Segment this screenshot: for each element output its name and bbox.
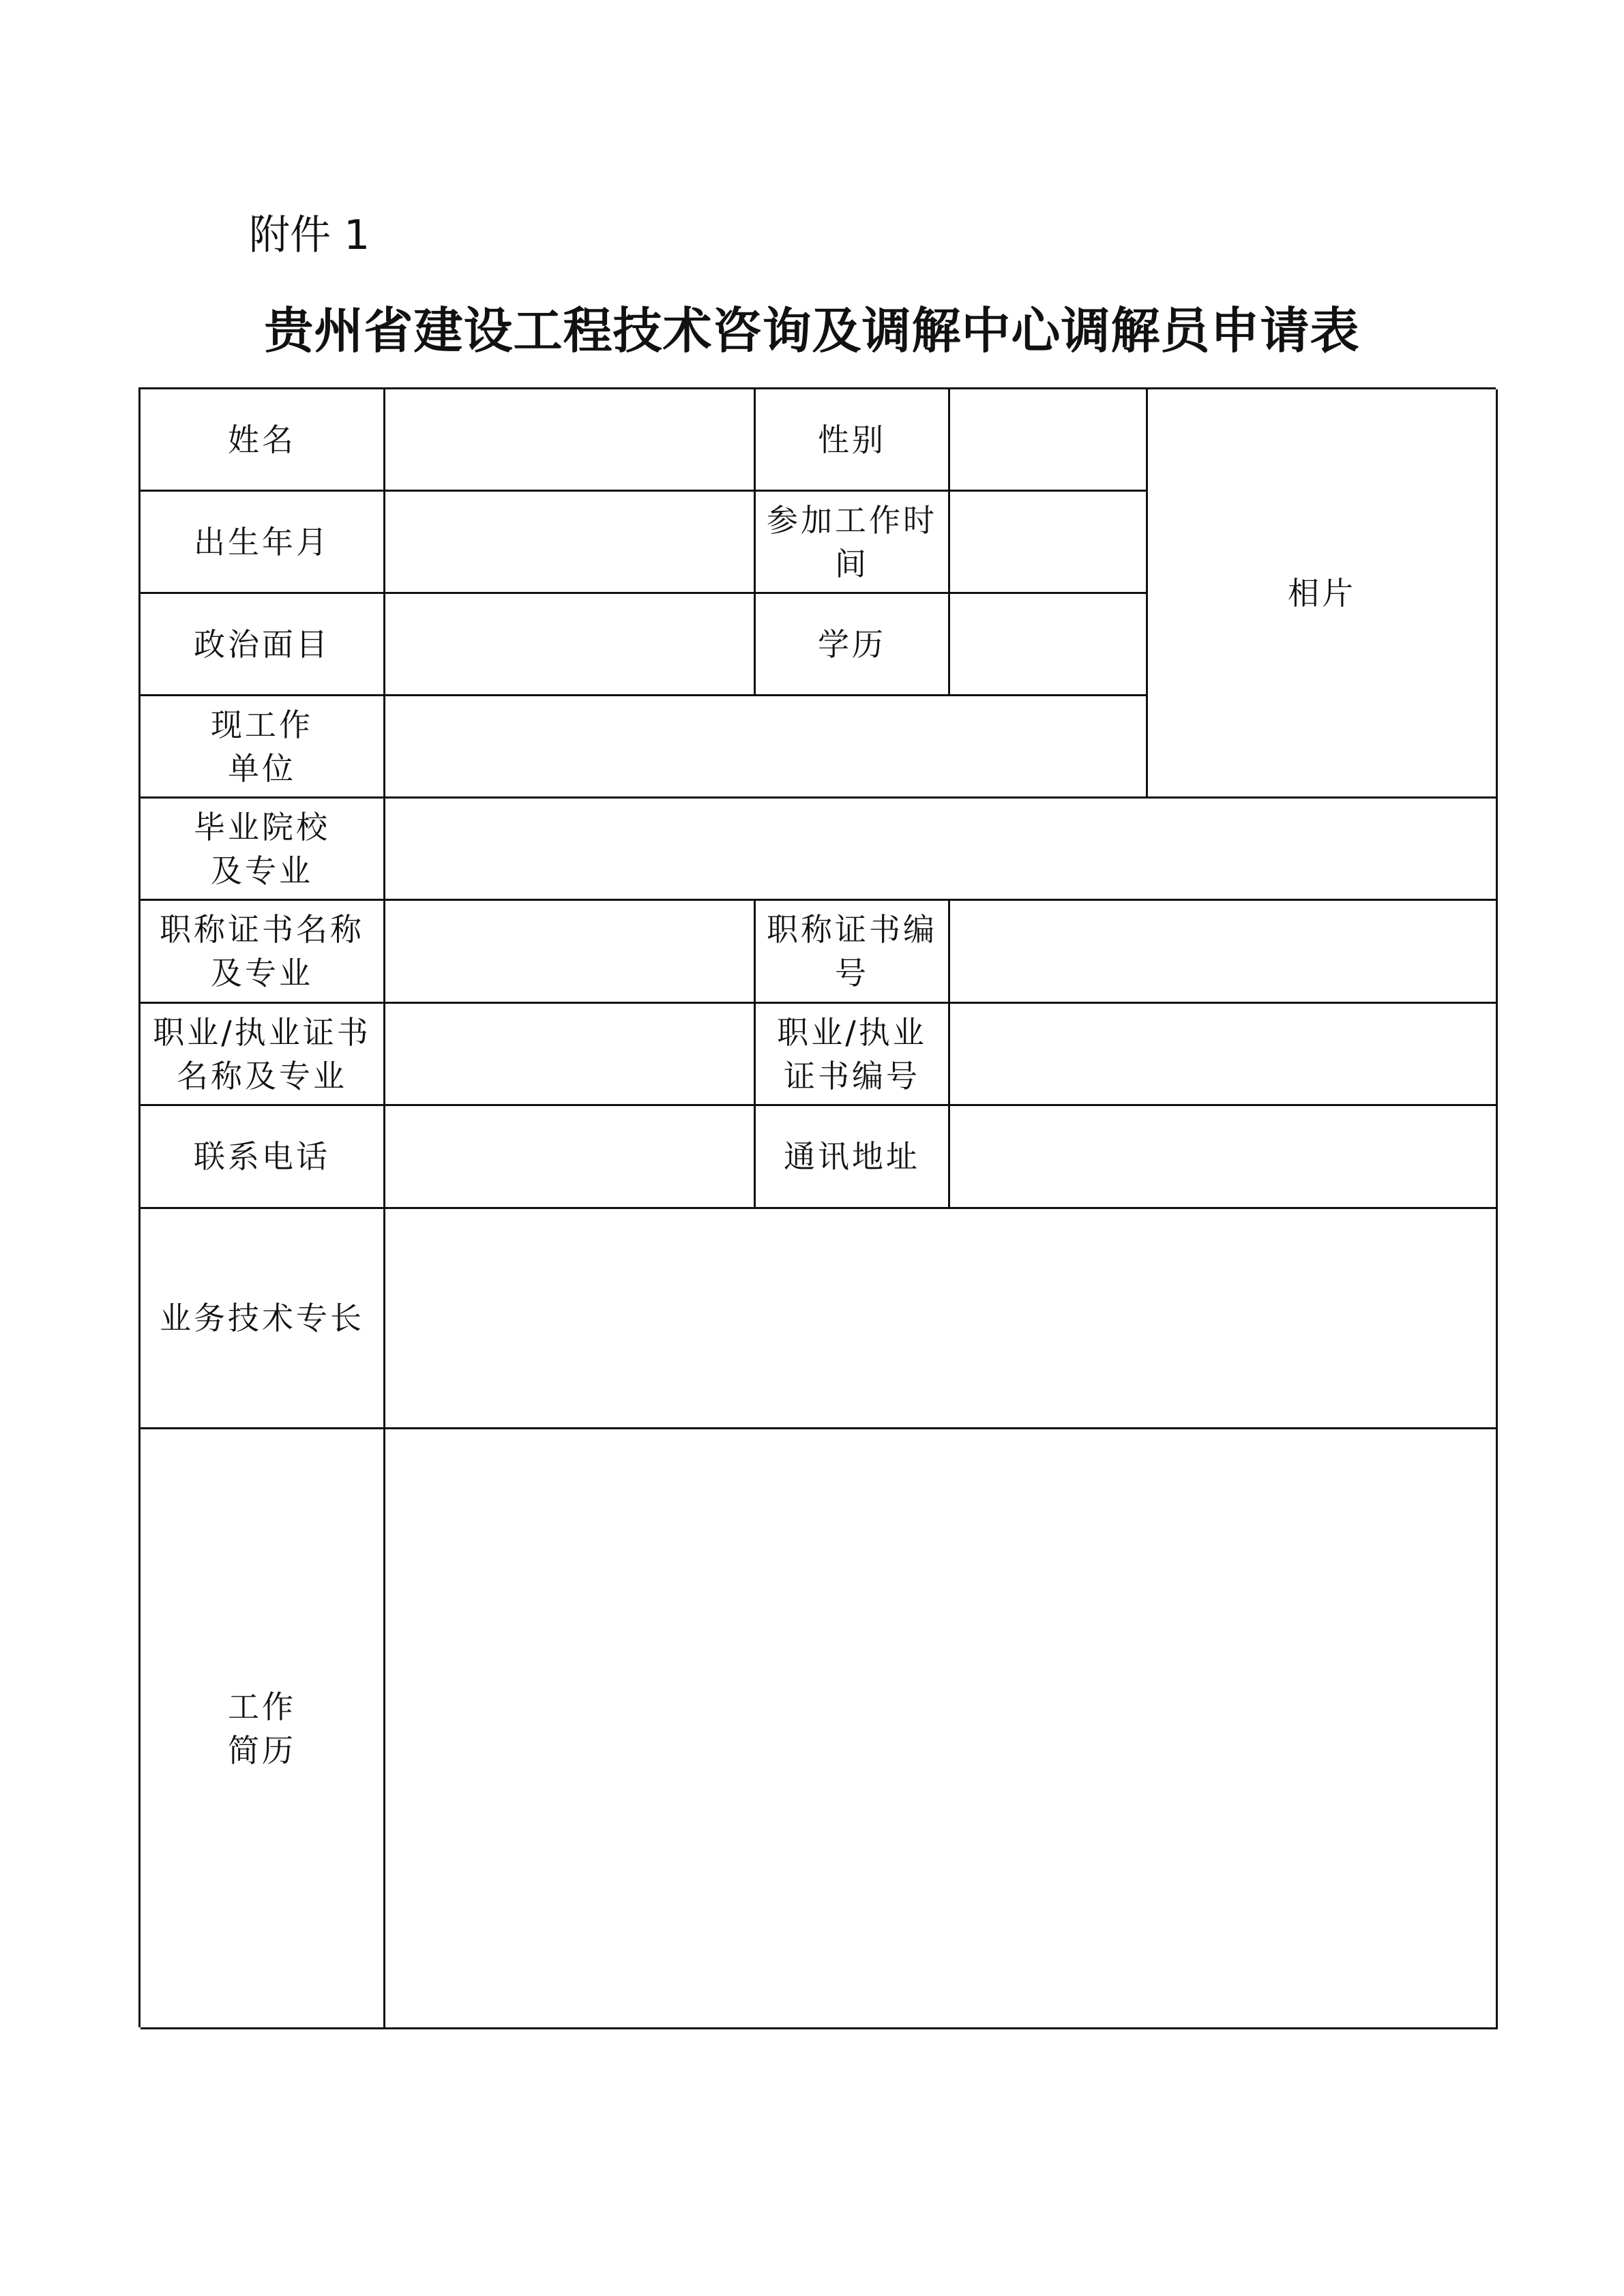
gender-field[interactable]: [950, 389, 1148, 492]
address-label: 通讯地址: [756, 1106, 950, 1209]
phone-label: 联系电话: [141, 1106, 385, 1209]
practice-cert-no-label: 职业/执业 证书编号: [756, 1004, 950, 1106]
title-cert-label: 职称证书名称 及专业: [141, 901, 385, 1004]
current-unit-label: 现工作 单位: [141, 696, 385, 799]
work-start-field[interactable]: [950, 492, 1148, 594]
phone-field[interactable]: [385, 1106, 756, 1209]
politics-label: 政治面目: [141, 594, 385, 696]
current-unit-field[interactable]: [385, 696, 1148, 799]
application-form-table: [138, 387, 1496, 2027]
school-label: 毕业院校 及专业: [141, 799, 385, 901]
photo-label: 相片: [1288, 574, 1356, 612]
school-field[interactable]: [385, 799, 1498, 901]
politics-field[interactable]: [385, 594, 756, 696]
practice-cert-label: 职业/执业证书 名称及专业: [141, 1004, 385, 1106]
birth-label: 出生年月: [141, 492, 385, 594]
name-field[interactable]: [385, 389, 756, 492]
resume-label: 工作 简历: [141, 1429, 385, 2029]
gender-label: 性别: [756, 389, 950, 492]
expertise-label: 业务技术专长: [141, 1209, 385, 1429]
education-field[interactable]: [950, 594, 1148, 696]
title-cert-no-label: 职称证书编 号: [756, 901, 950, 1004]
attachment-label: 附件 1: [249, 211, 370, 259]
practice-cert-field[interactable]: [385, 1004, 756, 1106]
photo-box[interactable]: [1148, 389, 1498, 799]
education-label: 学历: [756, 594, 950, 696]
birth-field[interactable]: [385, 492, 756, 594]
practice-cert-no-field[interactable]: [950, 1004, 1498, 1106]
title-cert-no-field[interactable]: [950, 901, 1498, 1004]
title-cert-field[interactable]: [385, 901, 756, 1004]
form-title: 贵州省建设工程技术咨询及调解中心调解员申请表: [264, 301, 1360, 359]
work-start-label: 参加工作时 间: [756, 492, 950, 594]
name-label: 姓名: [141, 389, 385, 492]
address-field[interactable]: [950, 1106, 1498, 1209]
resume-field[interactable]: [385, 1429, 1498, 2029]
expertise-field[interactable]: [385, 1209, 1498, 1429]
